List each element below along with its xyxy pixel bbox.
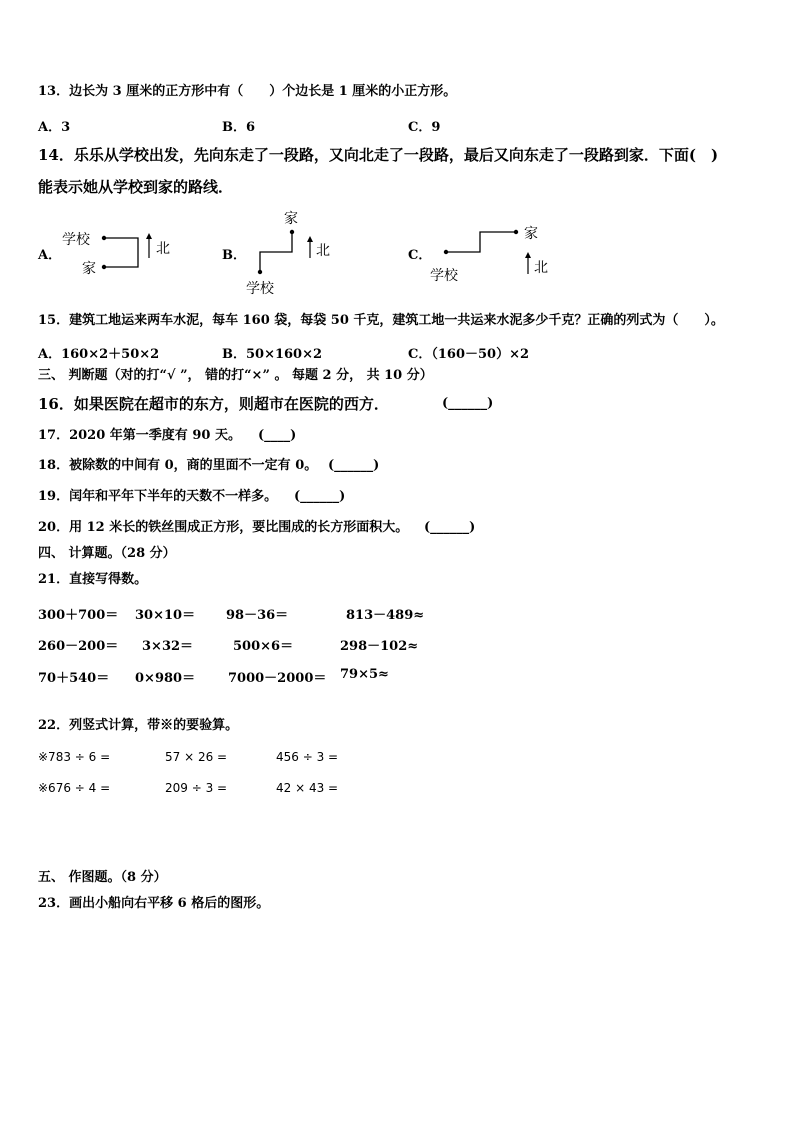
q13-stem: 13．边长为 3 厘米的正方形中有（ ）个边长是 1 厘米的小正方形。 [38, 84, 457, 99]
q21-r2-c3: 500×6＝ [233, 639, 294, 654]
route-c-home-label: 家 [524, 226, 538, 242]
north-arrow-b-head [307, 236, 313, 242]
q13-option-b: B．6 [222, 120, 256, 135]
q21-r3-c2: 0×980＝ [135, 671, 196, 686]
q21-r2-c2: 3×32＝ [142, 639, 194, 654]
q22-r1-c1: ※783 ÷ 6 = [38, 750, 111, 764]
q16-text: 16．如果医院在超市的东方，则超市在医院的西方． [38, 395, 389, 413]
route-a-home-label: 家 [82, 261, 96, 277]
q21-r1-c3: 98－36＝ [226, 608, 289, 623]
q15-stem: 15．建筑工地运来两车水泥，每车 160 袋，每袋 50 千克，建筑工地一共运来水泥多少千克？正确的列式为（ ）。 [38, 313, 724, 328]
q18-text: 18．被除数的中间有 0，商的里面不一定有 0。 [38, 458, 318, 473]
q21-r3-c1: 70＋540＝ [38, 671, 110, 686]
q14-option-b-diagram [240, 206, 350, 298]
route-b-north-label: 北 [316, 243, 330, 259]
section4-title: 四、 计算题。（28 分） [38, 546, 176, 561]
north-arrow-c-head [525, 252, 531, 258]
q21-r2-c1: 260－200＝ [38, 639, 119, 654]
q14-option-a-diagram [56, 224, 186, 280]
q14-option-a-label: A． [38, 248, 62, 263]
q18-answer-blank[interactable]: (______) [328, 458, 380, 473]
q17-text: 17．2020 年第一季度有 90 天。 [38, 428, 241, 443]
route-c-school-label: 学校 [430, 268, 458, 284]
q20-answer-blank[interactable]: (______) [424, 520, 476, 535]
route-a-school-label: 学校 [62, 232, 90, 248]
q22-title: 22．列竖式计算，带※的要验算。 [38, 718, 239, 733]
q14-option-c-diagram [426, 218, 566, 288]
q19-answer-blank[interactable]: (______) [294, 489, 346, 504]
route-b-end-dot [290, 230, 294, 234]
q21-r3-c4: 79×5≈ [340, 667, 389, 682]
q14-option-c-label: C． [408, 248, 432, 263]
route-b-home-label: 家 [284, 211, 298, 227]
q23-text: 23．画出小船向右平移 6 格后的图形。 [38, 896, 270, 911]
q15-option-b: B．50×160×2 [222, 347, 323, 362]
q19-text: 19．闰年和平年下半年的天数不一样多。 [38, 489, 278, 504]
route-b-path [260, 232, 292, 272]
q15-option-c: C．（160－50）×2 [408, 347, 530, 362]
section3-title: 三、 判断题（对的打“√ ”， 错的打“×” 。 每题 2 分， 共 10 分） [38, 368, 433, 383]
q15-option-a: A．160×2＋50×2 [38, 347, 160, 362]
route-a-north-label: 北 [156, 241, 170, 257]
q21-r1-c4: 813－489≈ [346, 608, 425, 623]
q20-text: 20．用 12 米长的铁丝围成正方形，要比围成的长方形面积大。 [38, 520, 409, 535]
q17-answer-blank[interactable]: (____) [258, 428, 297, 443]
q16-answer-blank[interactable]: (______) [442, 396, 494, 411]
north-arrow-a-head [146, 233, 152, 239]
q14-stem-line2: 能表示她从学校到家的路线． [38, 178, 234, 196]
route-a-end-dot [102, 265, 106, 269]
route-c-north-label: 北 [534, 260, 548, 276]
route-a-path [104, 238, 138, 267]
section5-title: 五、 作图题。（8 分） [38, 870, 167, 885]
q21-title: 21．直接写得数。 [38, 572, 148, 587]
q22-r2-c3: 42 × 43 = [276, 781, 339, 795]
q14-stem-line1: 14．乐乐从学校出发，先向东走了一段路，又向北走了一段路，最后又向东走了一段路到家．下面( ) [38, 146, 719, 164]
q21-r2-c4: 298－102≈ [340, 639, 419, 654]
q22-r2-c1: ※676 ÷ 4 = [38, 781, 111, 795]
q13-option-a: A．3 [38, 120, 71, 135]
q22-r1-c2: 57 × 26 = [165, 750, 228, 764]
route-c-path [446, 232, 516, 252]
route-c-end-dot [514, 230, 518, 234]
q22-r1-c3: 456 ÷ 3 = [276, 750, 339, 764]
route-b-school-label: 学校 [246, 281, 274, 297]
q22-r2-c2: 209 ÷ 3 = [165, 781, 228, 795]
q21-r1-c1: 300＋700＝ [38, 608, 119, 623]
q21-r3-c3: 7000－2000＝ [228, 671, 327, 686]
q14-option-b-label: B． [222, 248, 246, 263]
q13-option-c: C．9 [408, 120, 441, 135]
q21-r1-c2: 30×10＝ [135, 608, 196, 623]
